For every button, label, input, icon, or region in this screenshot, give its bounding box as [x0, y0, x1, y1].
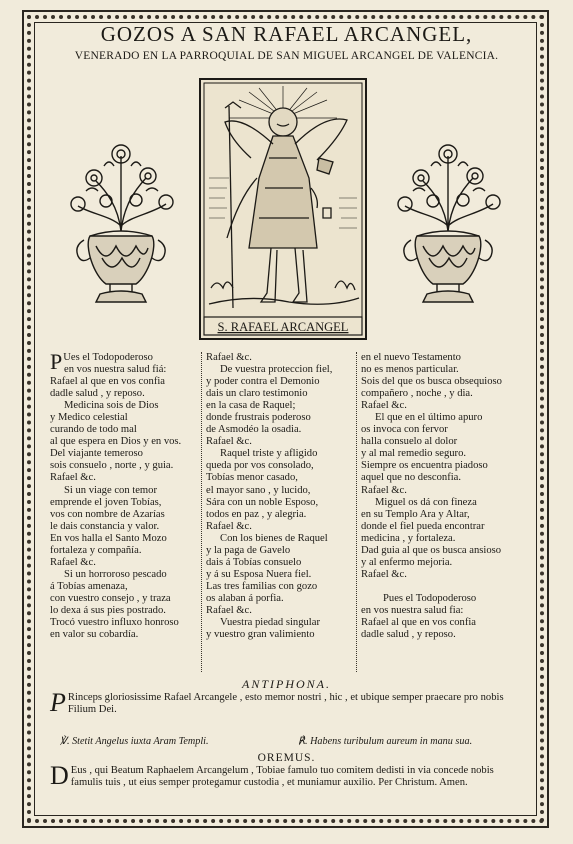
column-divider: [356, 352, 357, 672]
saint-rafael-woodcut-image: [199, 78, 367, 340]
versicle-left: ℣. Stetit Angelus iuxta Aram Templi.: [60, 736, 209, 747]
verse-line: Rafael &c.: [50, 556, 96, 568]
antiphona-drop-cap: P: [50, 688, 66, 717]
oremus-heading: OREMUS.: [257, 752, 316, 764]
verse-line: Ues el Todopoderoso: [63, 352, 153, 363]
verse-column-2: [206, 352, 352, 641]
verse-line: Tobías menor casado,: [206, 472, 298, 484]
verse-line: Sois del que os busca obsequioso: [361, 376, 502, 388]
verse-line: Rafael al que en vos confia: [50, 376, 166, 388]
verse-column-1: [50, 349, 198, 641]
verse-line: dadle salud , y reposo.: [50, 388, 145, 400]
verse-drop-cap: P: [50, 349, 63, 374]
verse-line: en vos nuestra salud fiá:: [64, 364, 167, 376]
verse-line: vos con nombre de Azarías: [50, 508, 165, 520]
verse-line: Siempre os encuentra piadoso: [361, 460, 488, 472]
verse-line: y al enfermo mejoria.: [361, 556, 453, 568]
verse-line: Rafael &c.: [361, 400, 407, 412]
verse-line: en el nuevo Testamento: [361, 352, 461, 363]
verse-line: Rafael &c.: [361, 484, 407, 496]
verse-line: y al mal remedio seguro.: [361, 448, 467, 460]
antiphona-heading: ANTIPHONA.: [242, 677, 331, 691]
verse-line: y la paga de Gavelo: [206, 544, 291, 556]
verse-line: en vos nuestra salud fia:: [361, 604, 464, 616]
verse-line: y á su Esposa Nuera fiel.: [206, 568, 312, 580]
verse-line: En vos halla el Santo Mozo: [50, 532, 167, 544]
verse-line: con vuestro consejo , y traza: [50, 592, 171, 604]
verse-line: al que espera en Dios y en vos.: [50, 436, 182, 448]
verse-line: emprende el joven Tobías,: [50, 496, 162, 508]
flower-vase-left-image: [66, 136, 176, 316]
verse-line: y poder contra el Demonio: [206, 376, 320, 388]
verse-line: de Asmodéo la osadia.: [206, 424, 302, 436]
verse-line: Del viajante temeroso: [50, 448, 143, 460]
verse-line: donde el fiel pueda encontrar: [361, 520, 485, 532]
verse-line: á Tobías amenaza,: [50, 580, 128, 592]
verse-line: Pues el Todopoderoso: [383, 592, 477, 604]
verse-line: os invoca con fervor: [361, 424, 448, 436]
document-title: GOZOS A SAN RAFAEL ARCANGEL,: [100, 22, 473, 46]
verse-line: Rafael &c.: [361, 568, 407, 580]
verse-line: Con los bienes de Raquel: [220, 532, 328, 544]
verse-line: compañero , noche , y dia.: [361, 388, 473, 400]
verse-line: El que en el último apuro: [375, 412, 483, 424]
verse-line: en valor su cobardía.: [50, 629, 139, 641]
verse-line: todos en paz , y alegria.: [206, 508, 307, 520]
flower-vase-right-image: [393, 136, 503, 316]
verse-line: dais un claro testimonio: [206, 388, 308, 400]
verse-line: dais á Tobías consuelo: [206, 556, 302, 568]
verse-line: Rafael &c.: [206, 520, 252, 532]
verse-line: queda por vos consolado,: [206, 460, 314, 472]
verse-line: Trocó vuestro influxo honroso: [50, 617, 179, 629]
column-divider: [201, 352, 202, 672]
verse-line: Si un viage con temor: [64, 484, 157, 496]
verse-column-3: [361, 352, 529, 641]
verse-line: Vuestra piedad singular: [220, 617, 320, 629]
antiphona-text-block: [50, 688, 525, 717]
versicle-line: [60, 736, 530, 747]
verse-line: en su Templo Ara y Altar,: [361, 508, 470, 520]
verse-line: le dais constancia y valor.: [50, 520, 160, 532]
antiphona-text: Rinceps gloriosissime Rafael Arcangele , esto memor nostri , hic , et ubique semper praecare pro nobis Filium Dei.: [67, 692, 504, 715]
verse-line: os alaban á porfia.: [206, 592, 284, 604]
verse-line: Miguel os dá con fineza: [375, 496, 477, 508]
oremus-text-block: [50, 761, 525, 790]
verse-line: donde frustrais poderoso: [206, 412, 311, 424]
verse-line: y vuestro gran valimiento: [206, 629, 315, 641]
verse-line: aquel que no desconfia.: [361, 472, 462, 484]
versicle-right: ℟. Habens turibulum aureum in manu sua.: [298, 736, 473, 747]
verse-line: en la casa de Raquel;: [206, 400, 296, 412]
verse-line: fortaleza y compañía.: [50, 544, 142, 556]
verse-line: [361, 581, 529, 593]
verse-line: curando de todo mal: [50, 424, 137, 436]
verse-line: Las tres familias con gozo: [206, 580, 318, 592]
document-subtitle: VENERADO EN LA PARROQUIAL DE SAN MIGUEL ARCANGEL DE VALENCIA.: [74, 50, 499, 62]
verse-line: De vuestra proteccion fiel,: [220, 364, 333, 376]
verse-line: Rafael al que en vos confia: [361, 617, 477, 629]
verse-line: Rafael &c.: [206, 436, 252, 448]
verse-line: medicina , y fortaleza.: [361, 532, 456, 544]
verse-line: Sára con un noble Esposo,: [206, 496, 319, 508]
woodcut-caption: S. RAFAEL ARCANGEL: [217, 320, 349, 334]
verse-line: y Medico celestial: [50, 412, 128, 424]
verse-line: Si un horroroso pescado: [64, 568, 167, 580]
verse-line: halla consuelo al dolor: [361, 436, 458, 448]
verse-line: dadle salud , y reposo.: [361, 629, 456, 641]
verse-line: Rafael &c.: [206, 352, 252, 363]
verse-line: el mayor sano , y lucido,: [206, 484, 311, 496]
verse-line: Raquel triste y afligido: [220, 448, 318, 460]
verse-line: Rafael &c.: [206, 604, 252, 616]
verse-line: Rafael &c.: [50, 472, 96, 484]
verse-line: Medicina sois de Dios: [64, 400, 159, 412]
verse-line: no es menos particular.: [361, 364, 459, 376]
verse-line: lo dexa á sus pies postrado.: [50, 604, 166, 616]
verse-line: sois consuelo , norte , y guia.: [50, 460, 174, 472]
oremus-drop-cap: D: [50, 761, 69, 790]
verse-line: Dad guia al que os busca ansioso: [361, 544, 502, 556]
oremus-text: Eus , qui Beatum Raphaelem Arcangelum , Tobiae famulo tuo comitem dedisti in via concede nobis famulis tuis , ut eius semper protegamur custodia , et muniamur auxilio. Per Christum. Amen.: [70, 765, 494, 788]
